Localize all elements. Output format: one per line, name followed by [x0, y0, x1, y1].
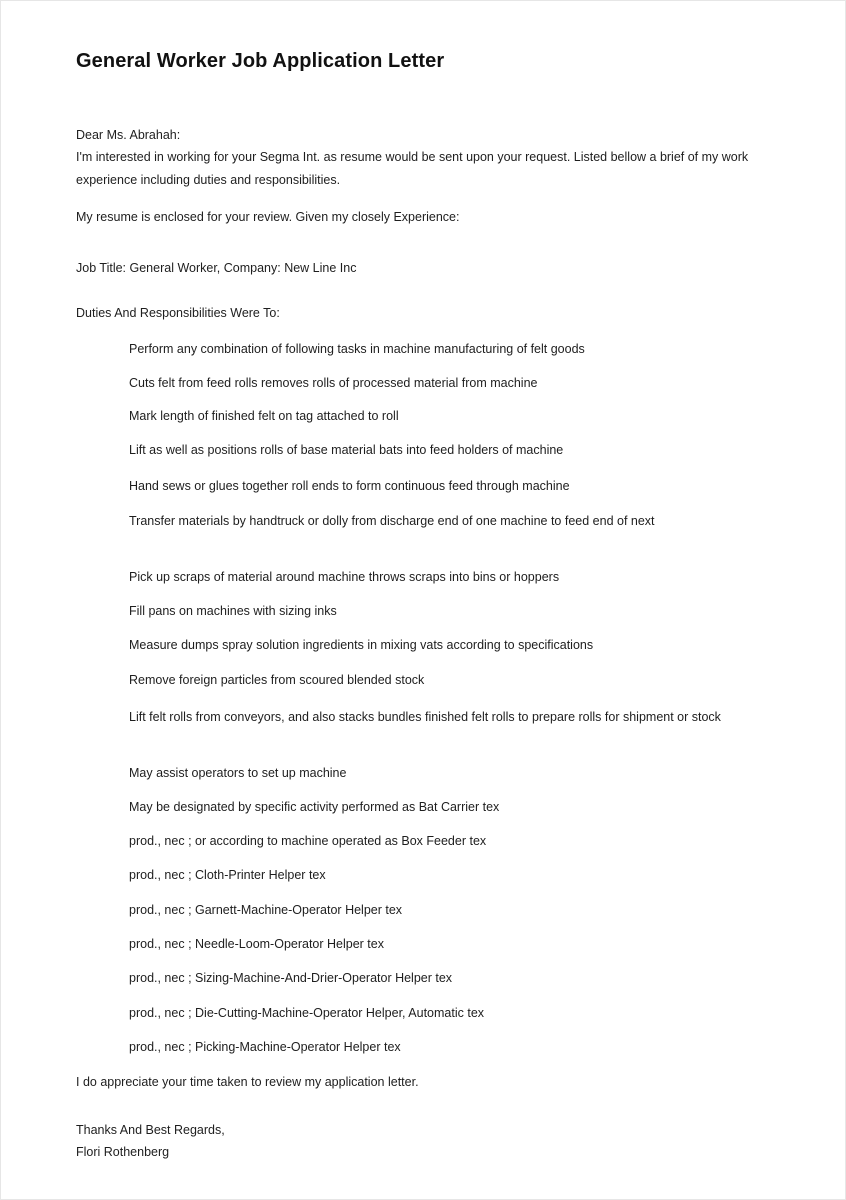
duty-item: Lift as well as positions rolls of base material bats into feed holders of machine [129, 443, 564, 457]
duty-item: prod., nec ; Picking-Machine-Operator Helper tex [129, 1040, 401, 1054]
duty-item: prod., nec ; or according to machine operated as Box Feeder tex [129, 834, 487, 848]
duty-item: May be designated by specific activity performed as Bat Carrier tex [129, 800, 500, 814]
letter-title: General Worker Job Application Letter [76, 50, 445, 72]
duty-item: prod., nec ; Cloth-Printer Helper tex [129, 868, 326, 882]
resume-line: My resume is enclosed for your review. Given my closely Experience: [76, 210, 460, 224]
job-title-line: Job Title: General Worker, Company: New Line Inc [76, 261, 357, 275]
intro-paragraph: I'm interested in working for your Segma Int. as resume would be sent upon your request. Listed bellow a brief of my work experience including duties and responsibilities. [76, 150, 749, 187]
duty-item: prod., nec ; Die-Cutting-Machine-Operator Helper, Automatic tex [129, 1006, 485, 1020]
duty-item: May assist operators to set up machine [129, 766, 347, 780]
duty-item: prod., nec ; Sizing-Machine-And-Drier-Operator Helper tex [129, 971, 453, 985]
duty-item: Pick up scraps of material around machine throws scraps into bins or hoppers [129, 570, 560, 584]
duty-item: Mark length of finished felt on tag attached to roll [129, 409, 399, 423]
duty-item: prod., nec ; Garnett-Machine-Operator Helper tex [129, 903, 403, 917]
duty-item: Perform any combination of following tasks in machine manufacturing of felt goods [129, 342, 585, 356]
salutation: Dear Ms. Abrahah: [76, 128, 181, 142]
duty-item: Fill pans on machines with sizing inks [129, 604, 337, 618]
closing-line: I do appreciate your time taken to review my application letter. [76, 1075, 419, 1089]
duty-item: Measure dumps spray solution ingredients in mixing vats according to specifications [129, 638, 594, 652]
signature-name: Flori Rothenberg [76, 1145, 170, 1159]
duties-heading: Duties And Responsibilities Were To: [76, 306, 280, 320]
duty-item: Cuts felt from feed rolls removes rolls of processed material from machine [129, 376, 538, 390]
duty-item: Remove foreign particles from scoured blended stock [129, 673, 425, 687]
duty-item: Transfer materials by handtruck or dolly from discharge end of one machine to feed end of next [129, 514, 655, 528]
duty-item: prod., nec ; Needle-Loom-Operator Helper tex [129, 937, 384, 951]
signoff: Thanks And Best Regards, [76, 1123, 225, 1137]
duty-item: Lift felt rolls from conveyors, and also stacks bundles finished felt rolls to prepare rolls for shipment or stock [129, 710, 721, 724]
duty-item: Hand sews or glues together roll ends to form continuous feed through machine [129, 479, 570, 493]
